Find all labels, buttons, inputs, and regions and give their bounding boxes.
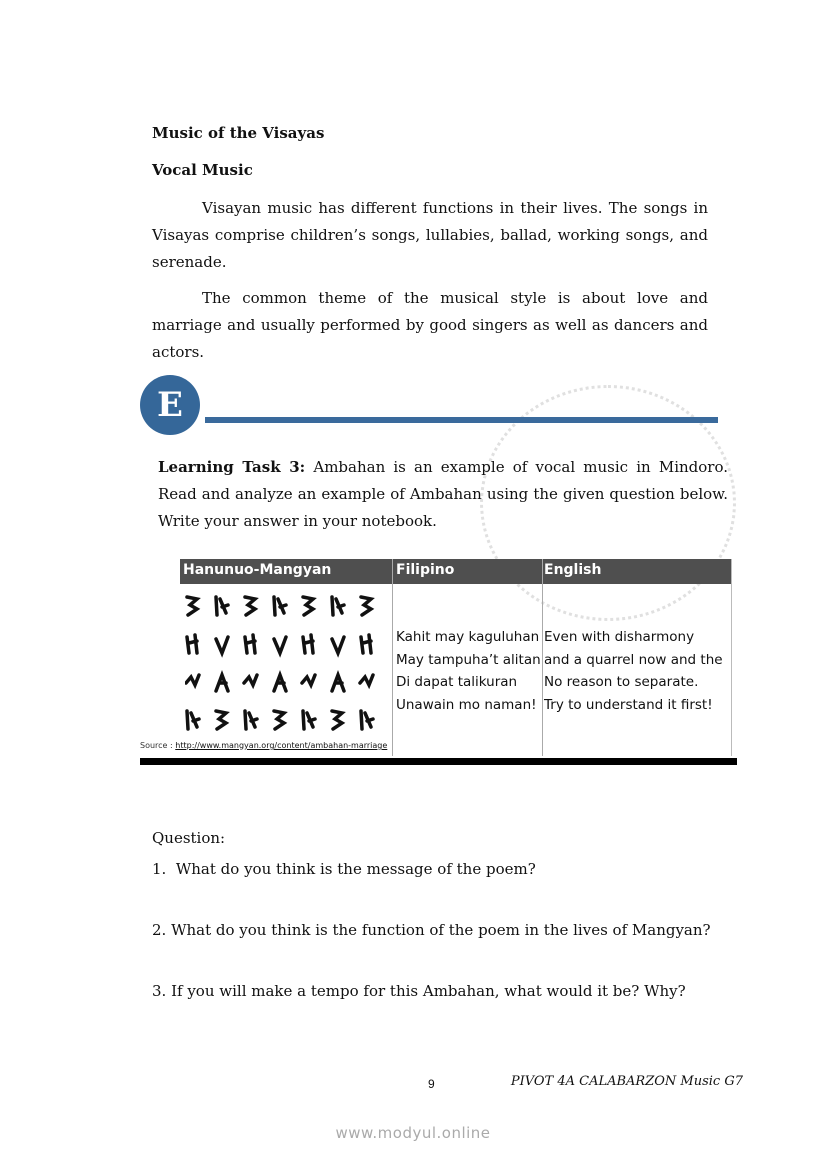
filipino-line: Unawain mo naman! bbox=[396, 696, 537, 713]
header-filipino: Filipino bbox=[396, 562, 455, 578]
ambahan-table bbox=[180, 559, 732, 756]
question-item: 1. What do you think is the message of the poem? bbox=[152, 860, 536, 878]
script-glyph bbox=[216, 675, 228, 691]
paragraph: The common theme of the musical style is about love and marriage and usually performed by good singers as well as dancers and actors. bbox=[152, 289, 708, 361]
source-line bbox=[140, 741, 387, 750]
script-glyph bbox=[187, 597, 197, 615]
script-glyph bbox=[303, 711, 315, 729]
source-label: Source : bbox=[140, 741, 173, 750]
script-glyph bbox=[245, 597, 255, 615]
question-item: 2. What do you think is the function of the poem in the lives of Mangyan? bbox=[152, 921, 711, 939]
script-glyph bbox=[216, 637, 228, 653]
script-glyph bbox=[332, 711, 342, 729]
script-glyph bbox=[303, 597, 313, 615]
filipino-line: Kahit may kaguluhan bbox=[396, 629, 540, 645]
script-glyph bbox=[274, 711, 284, 729]
script-glyph bbox=[187, 711, 199, 729]
script-glyph bbox=[245, 635, 255, 653]
script-glyph bbox=[274, 637, 286, 653]
header-hanunuo: Hanunuo-Mangyan bbox=[183, 562, 332, 578]
learning-task bbox=[158, 454, 728, 535]
script-glyph bbox=[216, 711, 226, 729]
task-label: Learning Task 3: bbox=[158, 458, 306, 476]
paragraph: Visayan music has different functions in their lives. The songs in Visayas comprise children’s songs, lullabies, ballad, working songs, and serenade. bbox=[152, 199, 708, 271]
table-bottom-bar bbox=[140, 758, 737, 765]
script-glyph bbox=[332, 675, 344, 691]
script-glyph bbox=[361, 635, 371, 653]
script-glyph bbox=[303, 635, 313, 653]
script-glyph bbox=[332, 597, 344, 615]
script-glyph bbox=[216, 597, 228, 615]
script-glyph bbox=[245, 711, 257, 729]
english-line: and a quarrel now and the bbox=[544, 651, 723, 668]
table-header bbox=[180, 559, 731, 584]
english-line: No reason to separate. bbox=[544, 674, 699, 690]
footer-title: PIVOT 4A CALABARZON Music G7 bbox=[510, 1074, 743, 1089]
script-glyph bbox=[187, 635, 197, 653]
divider bbox=[205, 417, 718, 423]
filipino-line: May tampuha’t alitan bbox=[396, 651, 541, 668]
section-title: Music of the Visayas bbox=[152, 124, 325, 142]
script-glyph bbox=[361, 597, 371, 615]
english-column bbox=[544, 626, 723, 716]
script-glyph bbox=[274, 675, 286, 691]
script-glyph bbox=[302, 675, 315, 685]
subsection-title: Vocal Music bbox=[152, 161, 253, 179]
english-line: Even with disharmony bbox=[544, 629, 695, 645]
task-text: Ambahan is an example of vocal music in Mindoro. Read and analyze an example of Ambahan using the given question below. Write your answer in your notebook. bbox=[158, 458, 728, 530]
filipino-column bbox=[396, 626, 541, 716]
script-glyph bbox=[274, 597, 286, 615]
script-glyph bbox=[186, 675, 199, 685]
filipino-line: Di dapat talikuran bbox=[396, 674, 518, 690]
question-heading: Question: bbox=[152, 829, 226, 847]
hanunuo-script-image bbox=[185, 591, 390, 741]
section-badge: E bbox=[140, 375, 200, 435]
question-item: 3. If you will make a tempo for this Ambahan, what would it be? Why? bbox=[152, 982, 686, 1000]
page-number: 9 bbox=[428, 1077, 435, 1091]
script-glyph bbox=[361, 711, 373, 729]
header-english: English bbox=[544, 562, 602, 578]
source-link[interactable]: http://www.mangyan.org/content/ambahan-marriage bbox=[175, 741, 388, 750]
script-glyph bbox=[360, 675, 373, 685]
watermark: www.modyul.online bbox=[335, 1124, 491, 1142]
english-line: Try to understand it first! bbox=[544, 696, 713, 713]
script-glyph bbox=[332, 637, 344, 653]
script-glyph bbox=[244, 675, 257, 685]
